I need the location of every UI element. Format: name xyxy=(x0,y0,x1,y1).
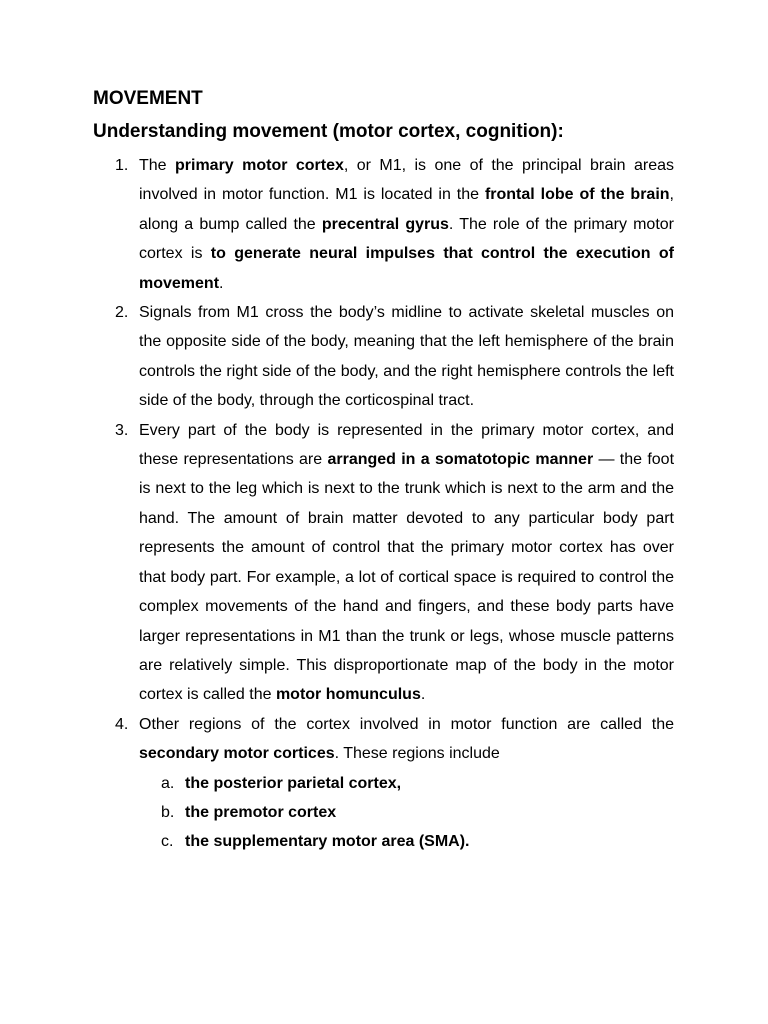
sublist-text: the posterior parietal cortex, xyxy=(185,774,402,792)
list-item-3 xyxy=(115,416,674,710)
text-segment: Signals from M1 cross the body’s midline to activate skeletal muscles on the opposite side of the body, meaning that the left hemisphere of the brain controls the right side of the body, and the right hemisphere controls the left side of the body, through the corticospinal tract. xyxy=(139,304,674,410)
section-subtitle: Understanding movement (motor cortex, cognition): xyxy=(93,121,564,142)
bold-term: precentral gyrus xyxy=(321,215,449,233)
list-number: 3. xyxy=(115,421,129,439)
text-segment: The xyxy=(139,157,175,174)
lettered-sublist xyxy=(139,769,674,857)
list-number: 1. xyxy=(115,157,129,174)
bold-term: arranged in a somatotopic manner xyxy=(327,451,594,469)
text-segment: . The role of the primary motor cortex is xyxy=(139,215,675,263)
list-number: 2. xyxy=(115,304,129,322)
numbered-list xyxy=(115,151,674,857)
text-segment: . xyxy=(219,274,224,292)
list-item-1 xyxy=(115,151,674,298)
sublist-letter: b. xyxy=(161,803,175,821)
text-segment: , along a bump called the xyxy=(139,186,674,233)
sublist-item-a xyxy=(139,769,674,798)
text-segment: Every part of the body is represented in the primary motor cortex, and these representations are xyxy=(139,421,674,469)
text-segment: . xyxy=(420,686,426,704)
text-segment: Other regions of the cortex involved in motor function are called the xyxy=(139,715,674,733)
sublist-text: the supplementary motor area (SMA). xyxy=(185,833,470,851)
sublist-letter: c. xyxy=(161,833,174,851)
sublist-text: the premotor cortex xyxy=(185,803,337,821)
list-item-4 xyxy=(115,710,674,857)
list-item-2 xyxy=(115,298,674,416)
list-number: 4. xyxy=(115,715,129,733)
sublist-item-c xyxy=(139,827,674,856)
bold-term: motor homunculus xyxy=(275,686,421,704)
bold-term: primary motor cortex xyxy=(175,157,344,174)
bold-term: frontal lobe of the brain xyxy=(484,186,670,204)
sublist-letter: a. xyxy=(161,774,175,792)
text-segment: — the foot is next to the leg which is next to the trunk which is next to the arm and the hand. The amount of brain matter devoted to any particular body part represents the amount of control that the primary motor cortex has over that body part. For example, a lot of cortical space is required to control the complex movements of the hand and fingers, and these body parts have larger representations in M1 than the trunk or legs, whose muscle patterns are relatively simple. This disproportionate map of the body in the motor cortex is called the xyxy=(139,451,675,704)
sublist-item-b xyxy=(139,798,674,827)
bold-term: secondary motor cortices xyxy=(139,745,335,763)
text-segment: . These regions include xyxy=(334,745,500,763)
bold-term: to generate neural impulses that control the execution of movement xyxy=(139,245,674,292)
text-segment: , or M1, is one of the principal brain areas involved in motor function. M1 is located in the xyxy=(139,157,675,204)
document-title: MOVEMENT xyxy=(93,88,203,109)
